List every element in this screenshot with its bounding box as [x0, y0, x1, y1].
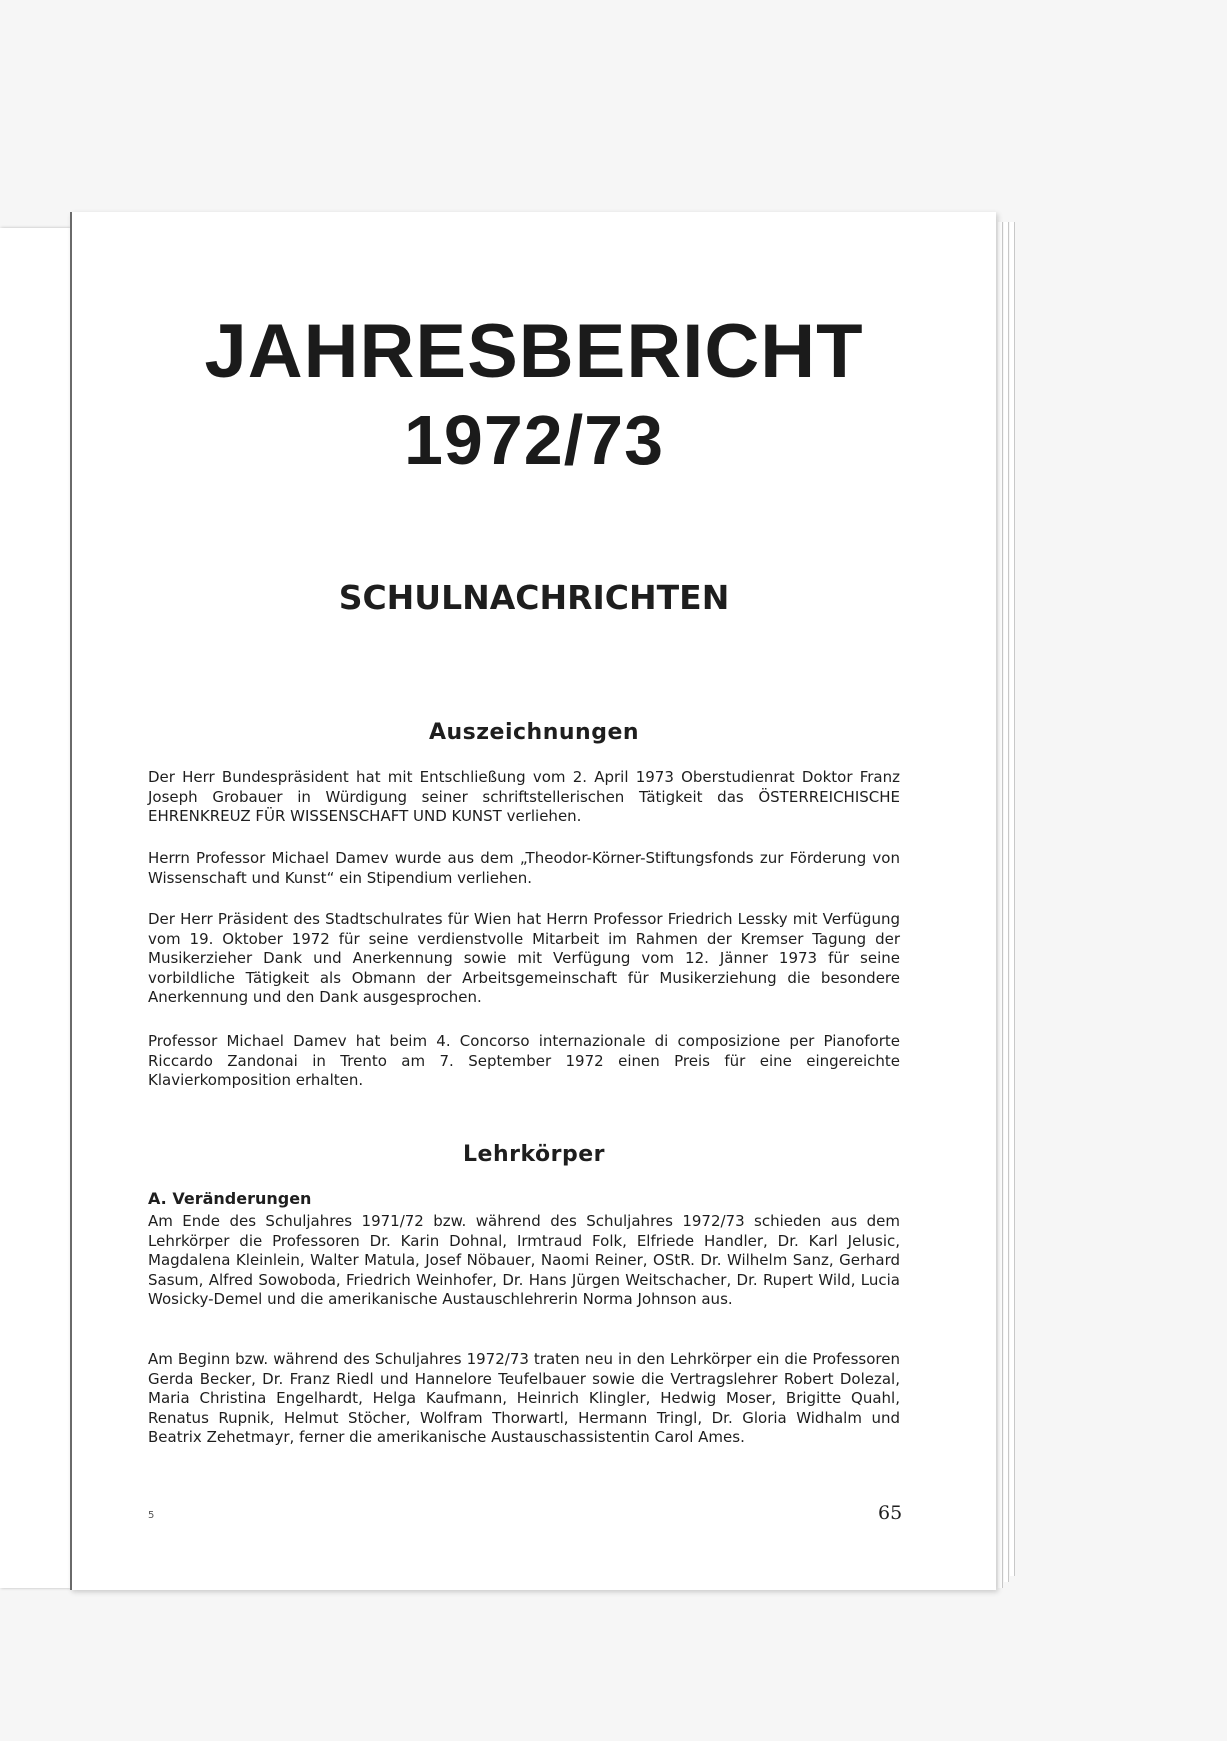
staff-paragraph-2: Am Beginn bzw. während des Schuljahres 1972/73 traten neu in den Lehrkörper ein die Professoren Gerda Becker, Dr. Franz Riedl und Hannelore Teufelbauer sowie die Vertragslehrer Robert Dolezal, Maria Christina Engelhardt, Helga Kaufmann, Heinrich Klingler, Hedwig Moser, Brigitte Quahl, Renatus Rupnik, Helmut Stöcher, Wolfram Thorwartl, Hermann Tringl, Dr. Gloria Widhalm und Beatrix Zehetmayr, ferner die amerikanische Austauschassistentin Carol Ames.: [148, 1350, 900, 1446]
page-edge-stack: [998, 222, 1003, 1588]
section-title: SCHULNACHRICHTEN: [338, 578, 730, 617]
awards-paragraph-4: Professor Michael Damev hat beim 4. Concorso internazionale di composizione per Pianoforte Riccardo Zandonai in Trento am 7. September 1972 einen Preis für eine eingereichte Klavierkomposition erhalten.: [148, 1032, 900, 1089]
awards-heading: Auszeichnungen: [428, 720, 640, 745]
page-edge-stack: [1004, 222, 1009, 1582]
awards-paragraph-1: Der Herr Bundespräsident hat mit Entschließung vom 2. April 1973 Oberstudienrat Doktor Franz Joseph Grobauer in Würdigung seiner schriftstellerischen Tätigkeit das ÖSTERREICHISCHE EHRENKREUZ FÜR WISSENSCHAFT UND KUNST verliehen.: [148, 768, 900, 825]
report-year: 1972/73: [403, 401, 665, 479]
awards-paragraph-3: Der Herr Präsident des Stadtschulrates für Wien hat Herrn Professor Friedrich Lessky mit Verfügung vom 19. Oktober 1972 für seine verdienstvolle Mitarbeit im Rahmen der Kremser Tagung der Musikerzieher Dank und Anerkennung sowie mit Verfügung vom 12. Jänner 1973 für seine vorbildliche Tätigkeit als Obmann der Arbeitsgemeinschaft für Musikerziehung die besondere Anerkennung und den Dank ausgesprochen.: [148, 910, 900, 1006]
staff-paragraph-1: Am Ende des Schuljahres 1971/72 bzw. während des Schuljahres 1972/73 schieden aus dem Lehrkörper die Professoren Dr. Karin Dohnal, Irmtraud Folk, Elfriede Handler, Dr. Karl Jelusic, Magdalena Kleinlein, Walter Matula, Josef Nöbauer, Naomi Reiner, OStR. Dr. Wilhelm Sanz, Gerhard Sasum, Alfred Sowoboda, Friedrich Weinhofer, Dr. Hans Jürgen Weitschacher, Dr. Rupert Wild, Lucia Wosicky-Demel und die amerikanische Austauschlehrerin Norma Johnson aus.: [148, 1212, 900, 1308]
report-title: JAHRESBERICHT: [204, 309, 864, 394]
signature-mark: 5: [148, 1510, 155, 1521]
page-number: 65: [878, 1502, 903, 1524]
staff-heading: Lehrkörper: [463, 1142, 605, 1167]
left-page-edge: [0, 228, 70, 1588]
awards-paragraph-2: Herrn Professor Michael Damev wurde aus dem „Theodor-Körner-Stiftungsfonds zur Förderung von Wissenschaft und Kunst“ ein Stipendium verliehen.: [148, 849, 900, 887]
document-page: [70, 212, 996, 1590]
staff-subheading: A. Veränderungen: [148, 1189, 312, 1208]
page-edge-stack: [1010, 222, 1015, 1576]
